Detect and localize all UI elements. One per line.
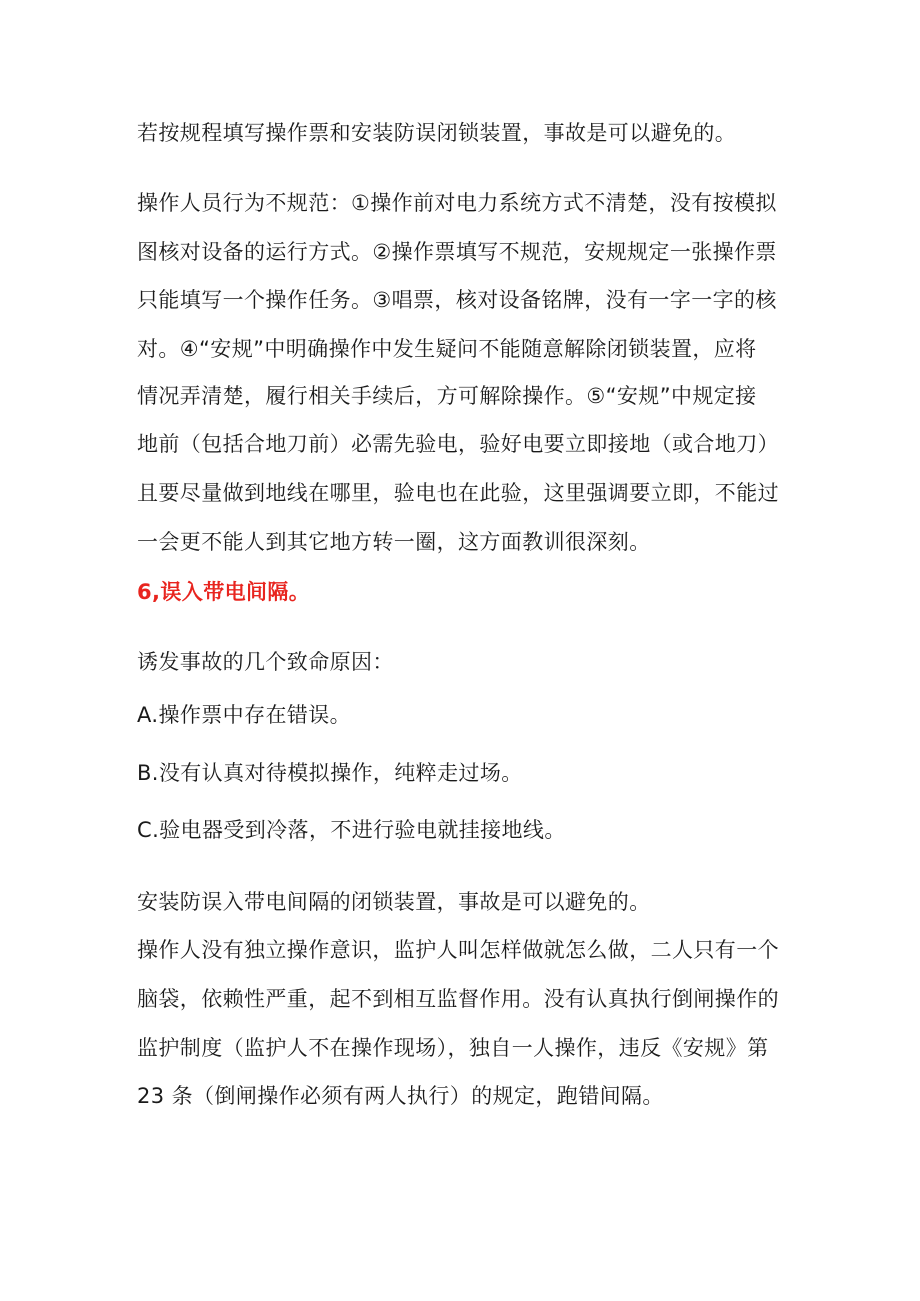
operator-behavior-line-5: 情况弄清楚，履行相关手续后，方可解除操作。⑤“安规”中规定接 bbox=[137, 384, 757, 408]
operator-behavior-line-2: 图核对设备的运行方式。②操作票填写不规范，安规规定一张操作票 bbox=[137, 240, 777, 264]
operator-behavior-line-1: 操作人员行为不规范：①操作前对电力系统方式不清楚，没有按模拟 bbox=[137, 191, 777, 215]
section-conclusion-text: 安装防误入带电间隔的闭锁装置，事故是可以避免的。 bbox=[137, 890, 651, 914]
intro-conclusion-text: 若按规程填写操作票和安装防误闭锁装置，事故是可以避免的。 bbox=[137, 121, 737, 145]
final-paragraph-line-1: 操作人没有独立操作意识，监护人叫怎样做就怎么做，二人只有一个 bbox=[137, 938, 779, 962]
operator-behavior-line-7: 且要尽量做到地线在哪里，验电也在此验，这里强调要立即，不能过 bbox=[137, 481, 779, 505]
operator-behavior-line-3: 只能填写一个操作任务。③唱票，核对设备铭牌，没有一字一字的核 bbox=[137, 288, 777, 312]
final-paragraph-line-2: 脑袋，依赖性严重，起不到相互监督作用。没有认真执行倒闸操作的 bbox=[137, 987, 779, 1011]
operator-behavior-line-8: 一会更不能人到其它地方转一圈，这方面教训很深刻。 bbox=[137, 530, 651, 554]
operator-behavior-line-6: 地前（包括合地刀前）必需先验电，验好电要立即接地（或合地刀） bbox=[137, 432, 779, 456]
cause-item-b: B.没有认真对待模拟操作，纯粹走过场。 bbox=[137, 761, 523, 785]
causes-intro-text: 诱发事故的几个致命原因： bbox=[137, 650, 394, 674]
operator-behavior-line-4: 对。④“安规”中明确操作中发生疑问不能随意解除闭锁装置，应将 bbox=[137, 337, 757, 361]
final-paragraph-line-4: 23 条（倒闸操作必须有两人执行）的规定，跑错间隔。 bbox=[137, 1084, 664, 1108]
section-heading: 6,误入带电间隔。 bbox=[137, 580, 311, 604]
cause-item-c: C.验电器受到冷落，不进行验电就挂接地线。 bbox=[137, 818, 566, 842]
cause-item-a: A.操作票中存在错误。 bbox=[137, 703, 352, 727]
final-paragraph-line-3: 监护制度（监护人不在操作现场），独自一人操作，违反《安规》第 bbox=[137, 1036, 769, 1060]
